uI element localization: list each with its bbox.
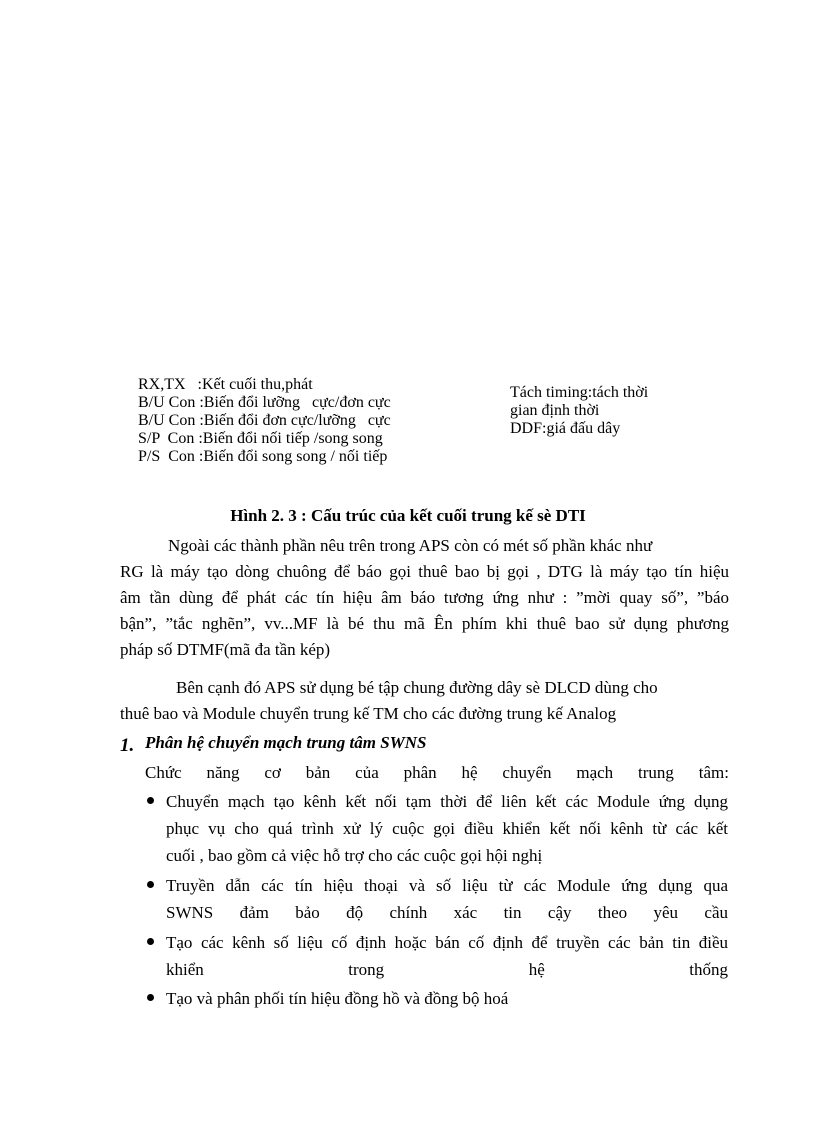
legend-timing-cont: gian định thời <box>510 402 600 419</box>
bullet-line: Truyền dẫn các tín hiệu thoại và số liệu từ các Module ứng dụng qua <box>166 876 728 895</box>
para1-line: âm tần dùng để phát các tín hiệu âm báo tương ứng như : ”mời quay số”, ”báo <box>120 588 729 607</box>
legend-ddf: DDF:giá đấu dây <box>510 420 621 437</box>
bullet-item-3 <box>166 929 728 983</box>
bullet-line: SWNS đảm bảo độ chính xác tin cậy theo yêu cầu <box>166 903 728 922</box>
bullet-line: khiển trong hệ thống <box>166 960 728 979</box>
section-heading: Phân hệ chuyển mạch trung tâm SWNS <box>145 733 427 752</box>
bullet-item-1 <box>166 788 728 869</box>
legend-sp-con: S/P Con :Biến đổi nối tiếp /song song <box>138 430 383 447</box>
para1-line: RG là máy tạo dòng chuông để báo gọi thuê bao bị gọi , DTG là máy tạo tín hiệu <box>120 562 729 581</box>
bullet-item-2 <box>166 872 728 926</box>
legend-timing: Tách timing:tách thời <box>510 384 649 401</box>
section-number: 1. <box>120 735 135 756</box>
bullet-line: phục vụ cho quá trình xử lý cuộc gọi điều khiển kết nối kênh từ các kết <box>166 819 728 838</box>
bullet-line: cuối , bao gồm cả việc hỗ trợ cho các cuộc gọi hội nghị <box>166 846 543 865</box>
legend-bu-con-1: B/U Con :Biến đổi lưỡng cực/đơn cực <box>138 394 391 411</box>
bullet-icon <box>147 994 154 1001</box>
bullet-item-4 <box>166 985 728 1012</box>
intro-line: Chức năng cơ bản của phân hệ chuyển mạch trung tâm: <box>145 763 729 782</box>
bullet-icon <box>147 938 154 945</box>
paragraph-2 <box>120 675 729 727</box>
legend-ps-con: P/S Con :Biến đổi song song / nối tiếp <box>138 448 388 465</box>
bullet-line: Tạo các kênh số liệu cố định hoặc bán cố định để truyền các bản tin điều <box>166 933 728 952</box>
para2-line: Bên cạnh đó APS sử dụng bé tập chung đường dây sè DLCD dùng cho <box>176 678 658 697</box>
bullet-icon <box>147 797 154 804</box>
para2-line: thuê bao và Module chuyển trung kế TM cho các đường trung kế Analog <box>120 704 617 723</box>
bullet-line: Tạo và phân phối tín hiệu đồng hồ và đồng bộ hoá <box>166 989 509 1008</box>
bullet-line: Chuyển mạch tạo kênh kết nối tạm thời để liên kết các Module ứng dụng <box>166 792 728 811</box>
figure-caption: Hình 2. 3 : Cấu trúc của kết cuối trung kế sè DTI <box>230 506 586 525</box>
paragraph-1 <box>120 533 729 663</box>
legend-rx-tx: RX,TX :Kết cuối thu,phát <box>138 376 313 393</box>
bullet-icon <box>147 881 154 888</box>
para1-line: pháp số DTMF(mã đa tần kép) <box>120 640 331 659</box>
legend-bu-con-2: B/U Con :Biến đổi đơn cực/lưỡng cực <box>138 412 391 429</box>
para1-line: Ngoài các thành phần nêu trên trong APS còn có mét số phần khác như <box>168 536 653 555</box>
para1-line: bận”, ”tắc nghẽn”, vv...MF là bé thu mã Ên phím khi thuê bao sử dụng phương <box>120 614 729 633</box>
